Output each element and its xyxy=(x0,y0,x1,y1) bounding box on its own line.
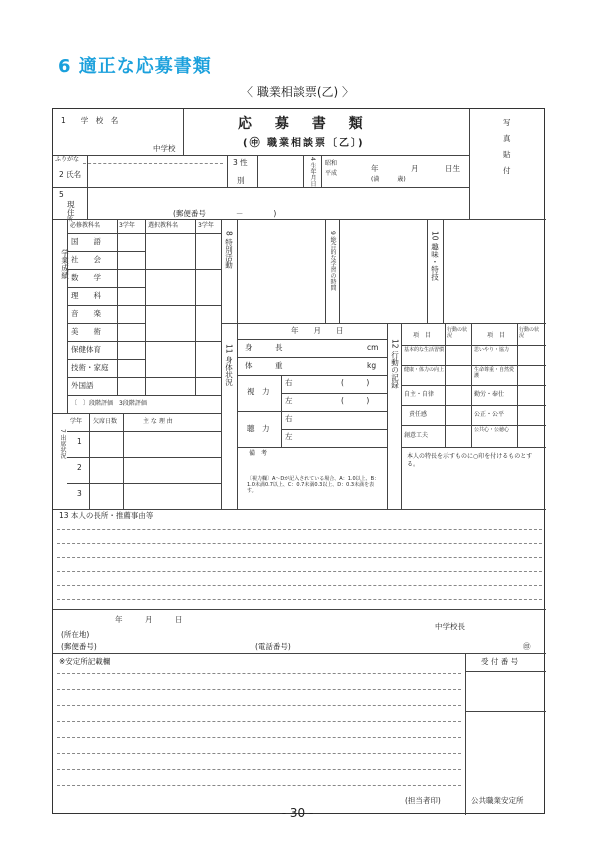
weight-label: 体 重 xyxy=(245,361,283,370)
behavior-right-2: 生命尊重・自然愛護 xyxy=(474,367,515,379)
address-number: 5 xyxy=(59,190,64,199)
behavior-right-5: 公共心・公徳心 xyxy=(474,427,510,433)
behavior-note: 本人の特長を示すものに○印を付けるものとする。 xyxy=(407,453,533,469)
sub-title: 〈 職業相談票(乙) 〉 xyxy=(241,85,354,99)
special-activity-label: 8 特別活動 xyxy=(224,231,234,269)
attendance-header-grade: 学年 xyxy=(70,418,83,425)
behavior-left-1: 基本的な生活習慣 xyxy=(404,347,445,353)
grades-label: 学業成績 xyxy=(60,249,70,279)
photo-label-3: 貼 xyxy=(503,150,511,159)
grades-header-g3-2: 3学年 xyxy=(198,222,214,229)
address-label-2: 住 xyxy=(67,208,75,217)
birth-label: 4 生年月日 xyxy=(309,157,316,187)
photo-label-2: 真 xyxy=(503,134,511,143)
behavior-left-4: 責任感 xyxy=(409,411,428,418)
subject-music: 音 楽 xyxy=(71,309,101,318)
address-label-3: 所 xyxy=(67,216,74,223)
behavior-item-header: 項 目 xyxy=(413,332,432,339)
sex-label-2: 別 xyxy=(237,176,245,185)
sex-label: 3 性 xyxy=(233,158,248,167)
principal-label: 中学校長 xyxy=(435,622,465,631)
age-label: (満 歳) xyxy=(371,176,406,183)
behavior-status-header-2: 行動の状況 xyxy=(519,327,540,339)
grades-header-g3: 3学年 xyxy=(119,222,135,229)
vision-right: 右 xyxy=(285,378,293,387)
grades-header-elective: 選択教科名 xyxy=(148,222,179,229)
name-label-2: 2 氏名 xyxy=(59,170,82,179)
furigana-label: ふりがな xyxy=(55,156,80,163)
photo-label-1: 写 xyxy=(503,118,511,127)
vision-right-value: ( ) xyxy=(341,378,370,387)
era-heisei: 平成 xyxy=(325,170,338,177)
form-title: 応 募 書 類 xyxy=(238,116,372,132)
issue-date: 年 月 日 xyxy=(115,615,183,624)
attendance-grade-2: 2 xyxy=(77,463,82,472)
height-unit: cm xyxy=(367,343,379,352)
address-label-1: 現 xyxy=(67,200,75,209)
photo-label-4: 付 xyxy=(503,166,511,175)
school-phone-label: (電話番号) xyxy=(255,642,291,651)
postal-code-label: (郵便番号 － ) xyxy=(173,209,277,218)
health-date: 年 月 日 xyxy=(291,326,344,335)
school-address-label: (所在地) xyxy=(61,630,90,639)
weight-unit: kg xyxy=(367,361,377,370)
application-form xyxy=(52,108,545,814)
recommend-label: 13 本人の長所・推薦事由等 xyxy=(59,511,154,520)
hearing-left: 左 xyxy=(285,432,293,441)
receipt-number-label: 受 付 番 号 xyxy=(481,657,519,666)
subject-math: 数 学 xyxy=(71,273,101,282)
hobby-label: 10 趣味・特技 xyxy=(430,231,440,281)
health-label: 11 身体状況 xyxy=(224,344,234,386)
office-use-label: ※安定所記載欄 xyxy=(59,657,111,666)
section-title: 6 適正な応募書類 xyxy=(58,56,212,77)
vision-left-value: ( ) xyxy=(341,396,370,405)
subject-social: 社 会 xyxy=(71,255,101,264)
page-number: - 30 - xyxy=(281,806,314,820)
behavior-right-1: 思いやり・協力 xyxy=(474,347,510,353)
hearing-right: 右 xyxy=(285,414,293,423)
birth-year: 年 xyxy=(371,164,379,173)
subject-science: 理 科 xyxy=(71,291,101,300)
subject-tech-home: 技術・家庭 xyxy=(71,363,109,372)
subject-pe: 保健体育 xyxy=(71,345,101,354)
integrated-study-label: 9 総合的な学習の時間 xyxy=(329,231,336,291)
school-name-label: 1 学 校 名 xyxy=(61,116,119,125)
attendance-header-absent: 欠席日数 xyxy=(93,418,118,425)
height-label: 身 長 xyxy=(245,343,283,352)
subject-japanese: 国 語 xyxy=(71,237,101,246)
form-subtitle: (㊥ 職業相談票〔乙〕) xyxy=(243,138,365,149)
behavior-left-2: 健康・体力の向上 xyxy=(404,367,445,373)
school-postal-label: (郵便番号) xyxy=(61,642,97,651)
junior-high-label: 中学校 xyxy=(153,144,176,153)
seal-mark: ㊞ xyxy=(523,642,531,651)
subject-foreign-lang: 外国語 xyxy=(71,381,94,390)
subject-art: 美 術 xyxy=(71,327,101,336)
behavior-right-3: 勤労・奉仕 xyxy=(474,391,505,398)
behavior-item-header-2: 項 目 xyxy=(487,332,506,339)
hearing-label: 聴 力 xyxy=(247,424,270,433)
birth-day: 日生 xyxy=(445,164,460,173)
vision-left: 左 xyxy=(285,396,293,405)
behavior-label: 12 行動の記録 xyxy=(390,339,400,389)
attendance-grade-3: 3 xyxy=(77,489,82,498)
grades-header-required: 必修教科名 xyxy=(70,222,101,229)
era-showa: 昭和 xyxy=(325,160,338,167)
staff-seal-label: (担当者印) xyxy=(405,796,441,805)
notes-label: 備 考 xyxy=(249,450,268,457)
behavior-left-5: 創意工夫 xyxy=(404,432,429,439)
birth-month: 月 xyxy=(411,164,419,173)
employment-office-label: 公共職業安定所 xyxy=(471,796,524,805)
vision-note: 〔視力欄〕A～Dが記入されている場合、A：1.0以上、B：1.0未満0.7以上、C：0.7未満0.3以上、D：0.3未満を表す。 xyxy=(247,476,380,494)
attendance-label: 7 出席状況 xyxy=(59,429,66,459)
behavior-left-3: 自主・自律 xyxy=(404,391,435,398)
evaluation-label: 〔 〕段階評価 3段階評価 xyxy=(71,400,147,407)
behavior-status-header: 行動の状況 xyxy=(447,327,468,339)
vision-label: 視 力 xyxy=(247,387,270,396)
attendance-grade-1: 1 xyxy=(77,437,82,446)
attendance-header-reason: 主 な 理 由 xyxy=(143,418,173,425)
behavior-right-4: 公正・公平 xyxy=(474,411,505,418)
